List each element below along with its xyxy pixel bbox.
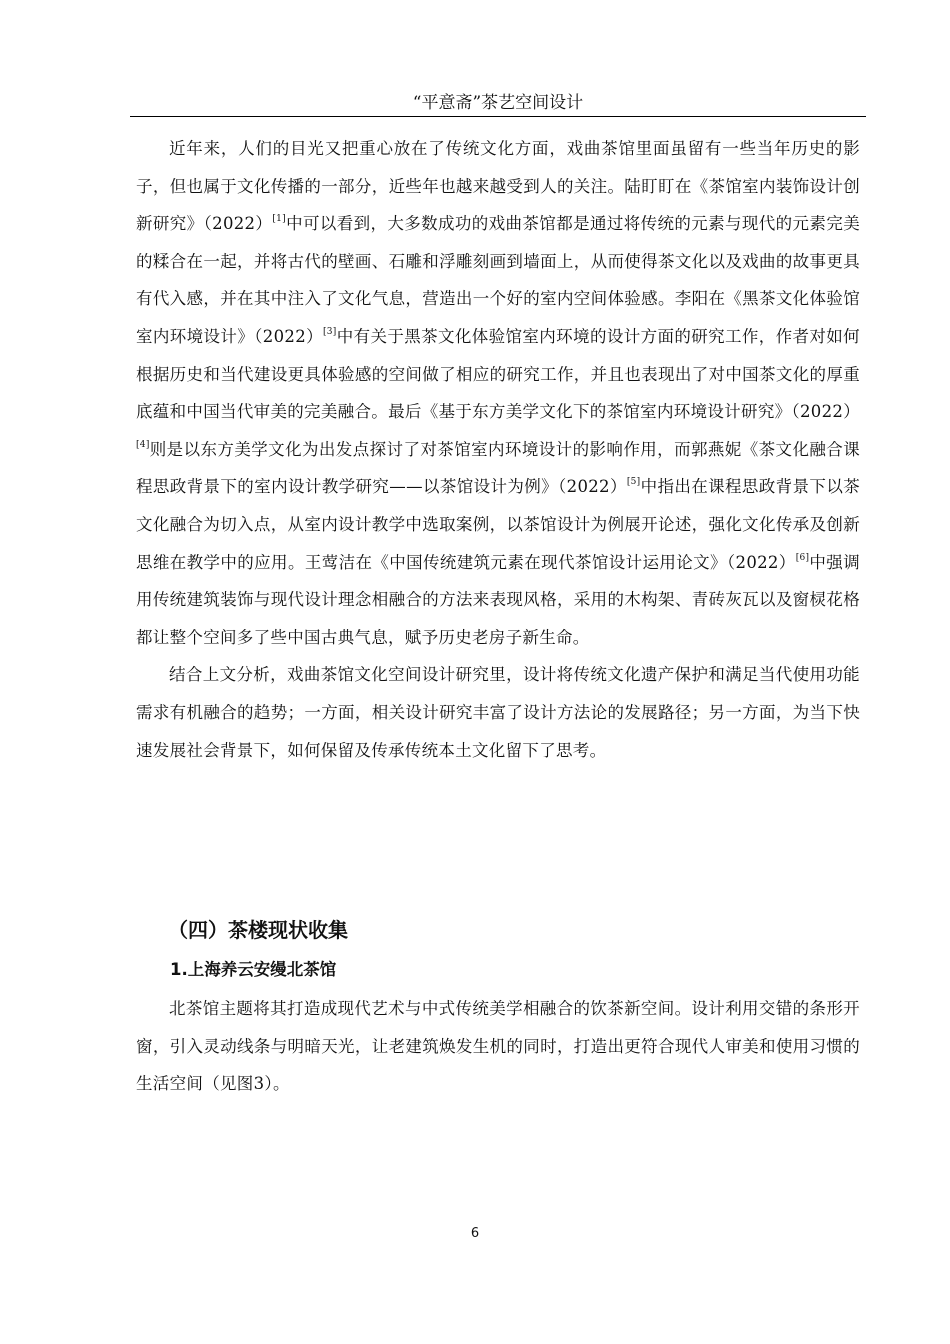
text-segment: 中可以看到，大多数成功的戏曲茶馆都是通过将传统的元素与现代的元素完美的糅合在一起，并将古代的壁画、石雕和浮雕刻画到墙面上，从而使得茶文化以及戏曲的故事更具有代入感，并在其中注入了文化气息，营造出一个好的室内空间体验感。李阳在《黑茶文化体验馆室内环境设计》（2022） — [136, 214, 860, 346]
paragraph-literature-review — [136, 130, 860, 656]
page-number: 6 — [470, 1226, 480, 1241]
text-segment: 中强调用传统建筑装饰与现代设计理念相融合的方法来表现风格，采用的木构架、青砖灰瓦以及窗棂花格都让整个空间多了些中国古典气息，赋予历史老房子新生命。 — [136, 552, 860, 647]
header-title: “平意斋”茶艺空间设计 — [412, 93, 584, 113]
paragraph-summary — [136, 656, 860, 769]
subsection-heading: 1.上海养云安缦北茶馆 — [170, 960, 337, 979]
running-header — [130, 90, 866, 117]
citation-1: [1] — [272, 214, 286, 225]
citation-6: [6] — [795, 552, 810, 563]
text-segment: 中指出在课程思政背景下以茶文化融合为切入点，从室内设计教学中选取案例，以茶馆设计为例展开论述，强化文化传承及创新思维在教学中的应用。王莺洁在《中国传统建筑元素在现代茶馆设计运用论文》（2022） — [136, 477, 861, 572]
subsection-text — [136, 990, 860, 1103]
citation-4: [4] — [136, 439, 150, 450]
text-segment: 结合上文分析，戏曲茶馆文化空间设计研究里，设计将传统文化遗产保护和满足当代使用功能需求有机融合的趋势；一方面，相关设计研究丰富了设计方法论的发展路径；另一方面，为当下快速发展社会背景下，如何保留及传承传统本土文化留下了思考。 — [136, 665, 860, 760]
text-segment: 则是以东方美学文化为出发点探讨了对茶馆室内环境设计的影响作用，而郭燕妮《茶文化融合课程思政背景下的室内设计教学研究——以茶馆设计为例》（2022） — [136, 439, 860, 497]
section-heading: （四）茶楼现状收集 — [168, 918, 348, 942]
main-text — [136, 130, 860, 769]
citation-5: [5] — [626, 477, 641, 488]
paragraph-north-teahouse: 北茶馆主题将其打造成现代艺术与中式传统美学相融合的饮茶新空间。设计利用交错的条形开窗，引入灵动线条与明暗天光，让老建筑焕发生机的同时，打造出更符合现代人审美和使用习惯的生活空间（见图3）。 — [136, 999, 860, 1094]
text-segment: 近年来，人们的目光又把重心放在了传统文化方面，戏曲茶馆里面虽留有一些当年历史的影子，但也属于文化传播的一部分，近些年也越来越受到人的关注。陆盯盯在《茶馆室内装饰设计创新研究》（2022） — [136, 139, 860, 234]
text-segment: 中有关于黑茶文化体验馆室内环境的设计方面的研究工作，作者对如何根据历史和当代建设更具体验感的空间做了相应的研究工作，并且也表现出了对中国茶文化的厚重底蕴和中国当代审美的完美融合。最后《基于东方美学文化下的茶馆室内环境设计研究》（2022） — [136, 326, 860, 422]
citation-3: [3] — [322, 326, 337, 337]
